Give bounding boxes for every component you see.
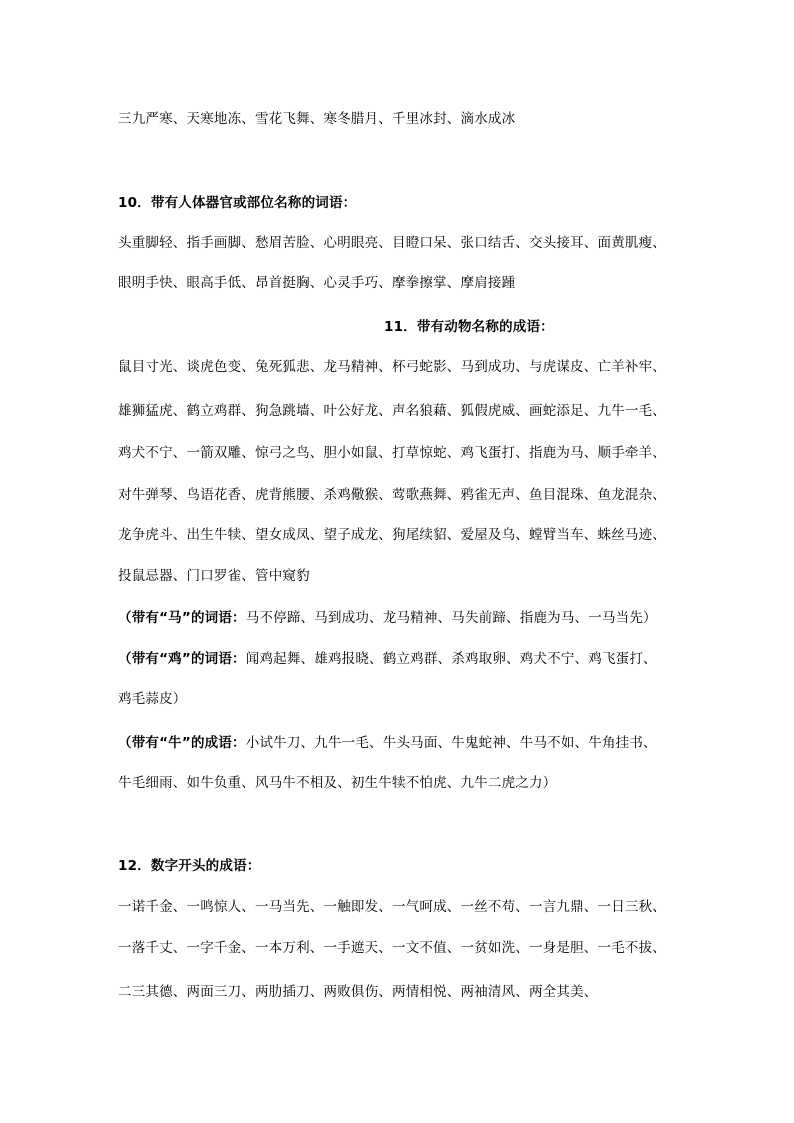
text-line: 鸡犬不宁、一箭双雕、惊弓之鸟、胆小如鼠、打草惊蛇、鸡飞蛋打、指鹿为马、顺手牵羊、: [118, 445, 666, 461]
text-line: 龙争虎斗、出生牛犊、望女成凤、望子成龙、狗尾续貂、爱屋及乌、螳臂当车、蛛丝马迹、: [118, 527, 666, 543]
text-line: 投鼠忌器、门口罗雀、管中窥豹: [118, 568, 310, 584]
ox-words: 小试牛刀、九牛一毛、牛头马面、牛鬼蛇神、牛马不如、牛角挂书、: [245, 735, 657, 751]
text-line: 三九严寒、天寒地冻、雪花飞舞、寒冬腊月、千里冰封、滴水成冰: [118, 111, 516, 127]
text-line-ox: [118, 734, 657, 752]
text-line: 牛毛细雨、如牛负重、风马牛不相及、初生牛犊不怕虎、九牛二虎之力）: [118, 775, 557, 791]
section-heading-11: 11．带有动物名称的成语：: [384, 319, 554, 335]
ox-label: （带有“牛”的成语：: [118, 735, 246, 751]
text-line: 雄狮猛虎、鹤立鸡群、狗急跳墙、叶公好龙、声名狼藉、狐假虎威、画蛇添足、九牛一毛、: [118, 403, 666, 419]
text-line: 二三其德、两面三刀、两肋插刀、两败俱伤、两情相悦、两袖清风、两全其美、: [118, 984, 598, 1000]
text-line: 对牛弹琴、鸟语花香、虎背熊腰、杀鸡儆猴、莺歌燕舞、鸦雀无声、鱼目混珠、鱼龙混杂、: [118, 487, 666, 503]
section-heading-10: 10．带有人体器官或部位名称的词语：: [118, 195, 357, 211]
chicken-words: 闻鸡起舞、雄鸡报晓、鹤立鸡群、杀鸡取卵、鸡犬不宁、鸡飞蛋打、: [245, 651, 657, 667]
text-line-horse: [118, 609, 657, 627]
section-heading-12: 12．数字开头的成语：: [118, 858, 261, 874]
text-line-chicken: [118, 650, 657, 668]
text-line: 眼明手快、眼高手低、昂首挺胸、心灵手巧、摩拳擦掌、摩肩接踵: [118, 275, 516, 291]
text-line: 一落千丈、一字千金、一本万利、一手遮天、一文不值、一贫如洗、一身是胆、一毛不拔、: [118, 940, 666, 956]
chicken-label: （带有“鸡”的词语：: [118, 651, 246, 667]
text-line: 鼠目寸光、谈虎色变、兔死狐悲、龙马精神、杯弓蛇影、马到成功、与虎谋皮、亡羊补牢、: [118, 359, 666, 375]
text-line: 一诺千金、一鸣惊人、一马当先、一触即发、一气呵成、一丝不苟、一言九鼎、一日三秋、: [118, 899, 666, 915]
text-line: 头重脚轻、指手画脚、愁眉苦脸、心明眼亮、目瞪口呆、张口结舌、交头接耳、面黄肌瘦、: [118, 235, 666, 251]
horse-label: （带有“马”的词语：: [118, 610, 246, 626]
text-line: 鸡毛蒜皮）: [118, 691, 187, 707]
horse-words: 马不停蹄、马到成功、龙马精神、马失前蹄、指鹿为马、一马当先）: [245, 610, 657, 626]
